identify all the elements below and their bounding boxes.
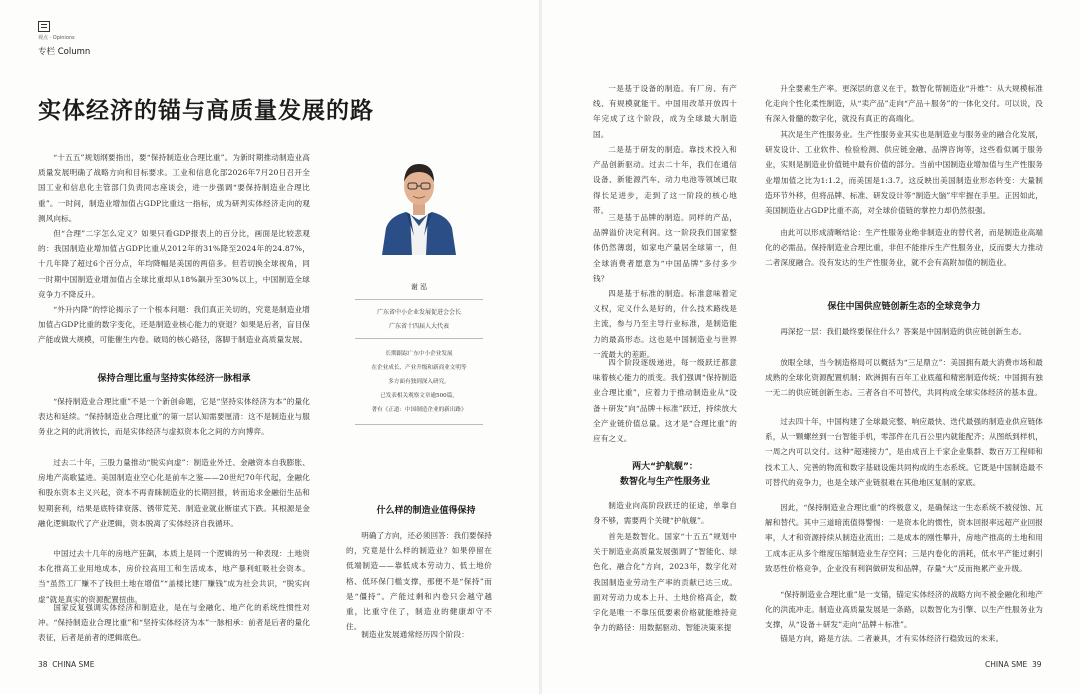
author-divider (355, 424, 483, 425)
paragraph: 升全要素生产率。更深层的意义在于，数智化帮制造业“升维”：从大规模标准化走向个性化柔性制造，从“卖产品”走向“产品＋服务”的一体化交付。可以说，没有深入骨髓的数字化，就没有真正的高端化。 (765, 84, 1043, 124)
paragraph: 国家反复强调实体经济和制造业，是在与金融化、地产化的系统性惯性对冲。“保持制造业合理比重”和“坚持实体经济为本”一脉相承：前者是后者的量化表征，后者是前者的逻辑底色。 (38, 603, 310, 643)
author-photo (380, 150, 458, 255)
paragraph: 明确了方向，还必须回答：我们要保持的，究竟是什么样的制造业？如果停留在低端制造——靠低成本劳动力、低土地价格、低环保门槛支撑，那便不是“保持”而是“僵持”。产能过剩和内卷只会越守越重，比重守住了，制造业的健康却守不住。 (346, 531, 492, 632)
paragraph: 一是基于设备的制造。有厂房、有产线、有规模就能干。中国用改革开放四十年完成了这个阶段，成为全球最大制造国。 (593, 84, 737, 139)
article-title: 实体经济的锚与高质量发展的路 (38, 98, 374, 124)
paragraph: 其次是生产性服务业。生产性服务业其实也是制造业与服务业的融合化发展，研发设计、工业软件、检验检测、供应链金融、品牌咨询等，这些看似属于服务业，实则是制造业价值链中最有价值的部分。当前中国制造业增加值与生产性服务业增加值之比为1:1.2，而美国是1:3.7。这反映出美国制造业形态转变：大量制造环节外移，但将品牌、标准、研发设计等“制造大脑”牢牢握在手里。正因如此，美国制造业占GDP比重不高，对全球价值链的掌控力却仍然很强。 (765, 130, 1043, 216)
column-label: 专栏 Column (38, 47, 91, 57)
section-heading: 什么样的制造业值得保持 (376, 506, 476, 516)
author-name: 谢 泓 (410, 283, 428, 291)
paragraph: 过去二十年，三股力量推动“脱实向虚”：制造业外迁、金融资本自我膨胀、房地产高歌猛进。美国制造业空心化是前车之鉴——20世纪70年代起，金融化和股东资本主义兴起，资本不再青睐制造业的长期回报，转而追求金融衍生品和短期套利，结果是底特律衰落、锈带荒芜、制造业就业断崖式下跌。其根源是金融化逻辑取代了产业逻辑，资本脱离了实体经济自我循环。 (38, 458, 310, 528)
paragraph: 二是基于研发的制造。靠技术投入和产品创新驱动。过去二十年，我们在通信设备、新能源汽车、动力电池等领域已取得长足进步，走到了这一阶段的核心地带。 (593, 145, 737, 215)
author-bio-line: 在企业成长、产业升级和新商业文明等 (371, 365, 467, 371)
author-bio-line: 已发表相关观察文章逾500篇， (380, 393, 458, 399)
author-divider (355, 338, 483, 339)
paragraph: 中国过去十几年的房地产狂飙，本质上是同一个逻辑的另一种表现：土地资本化推高工业用地成本，房价拉高用工和生活成本，地产暴利虹吸社会资本。当“虽然工厂赚不了钱但土地在增值”“盖楼比建厂赚钱”成为社会共识，“脱实向虚”就是真实的资源配置扭曲。 (38, 549, 310, 604)
paragraph: 制造业向高阶段跃迁的征途，单靠自身不够，需要两个关键“护航舰”。 (593, 501, 737, 526)
author-divider (355, 299, 483, 300)
author-bio-line: 著有《正道：中国制造企业的新出路》 (371, 407, 467, 413)
paragraph: “保持制造业合理比重”是一支锚，锚定实体经济的战略方向不被金融化和地产化的洪流冲走。制造业高质量发展是一条路，以数智化为引擎、以生产性服务业为支撑，从“设备＋研发”走向“品牌＋标准”。 (765, 590, 1043, 630)
page-gutter (539, 0, 542, 694)
paragraph: 三是基于品牌的制造。同样的产品，品牌溢价决定利润。这一阶段我们国家整体仍然薄弱，如家电产量居全球第一，但全球消费者愿意为“中国品牌”多付多少钱？ (593, 213, 737, 283)
paragraph: 制造业发展通常经历四个阶段： (361, 630, 469, 639)
section-heading: 数智化与生产性服务业 (619, 477, 710, 487)
paragraph: 但“合理”二字怎么定义？如果只看GDP报表上的百分比，画面是比较悲观的：我国制造业增加值占GDP比重从2012年的31%降至2024年的24.87%，十几年降了超过6个百分点，年均降幅是美国的两倍多。但若切换全球视角，同一时期中国制造业增加值占全球比重却从18%飙升至30%以上，中国制造全球竞争力不降反升。 (38, 229, 310, 299)
page-footer-right: CHINA SME 39 (985, 660, 1042, 669)
paragraph: 放眼全球，当今制造格局可以概括为“三足鼎立”：美国拥有最大消费市场和最成熟的全球化资源配置机制；欧洲拥有百年工业底蕴和精密制造传统；中国拥有独一无二的供应链创新生态。三者各自不可替代，共同构成全球实体经济的基本盘。 (765, 358, 1043, 398)
section-heading: 保持合理比重与坚持实体经济一脉相承 (97, 374, 251, 384)
paragraph: 首先是数智化。国家“十五五”规划中关于制造业高质量发展强调了“智能化、绿色化、融合化”方向，2023年，数字化对我国制造业劳动生产率的贡献已达三成。面对劳动力成本上升、土地价格高企，数字化是唯一不靠压低要素价格就能维持竞争力的路径：用数据驱动、智能决策来提 (593, 532, 737, 633)
paragraph: “保持制造业合理比重”不是一个新创命题，它是“坚持实体经济为本”的量化表达和延续。“保持制造业合理比重”的第一层认知需要厘清：这不是制造业与服务业之间的此消彼长，而是实体经济与虚拟资本化之间的方向博弈。 (38, 397, 310, 437)
paragraph: 四个阶段逐级递进，每一级跃迁都意味着核心能力的质变。我们强调“保持制造业合理比重”，应着力于推动制造业从“设备＋研发”向“品牌＋标准”跃迁，持续放大全产业链价值总量。这才是“合理比重”的应有之义。 (593, 358, 737, 444)
header-logo-icon (38, 21, 50, 32)
paragraph: “外升内降”的悖论揭示了一个根本问题：我们真正关切的，究竟是制造业增加值占GDP比重的数字变化，还是制造业核心能力的衰退？如果是后者，盲目保产能或做大规模，可能催生内卷。破局的核心路径，落脚于制造业高质量发展。 (38, 305, 310, 345)
paragraph: 由此可以形成清晰结论：生产性服务业绝非制造业的替代者，而是制造业高端化的必需品。保持制造业合理比重，非但不能排斥生产性服务业，反而要大力推动二者深度融合。没有发达的生产性服务业，就不会有高附加值的制造业。 (765, 228, 1043, 268)
paragraph: 四是基于标准的制造。标准意味着定义权，定义什么是好的，什么技术路线是主流，参与乃至主导行业标准，是制造能力的最高形态。这也是中国制造业与世界一流最大的差距。 (593, 289, 737, 359)
section-heading: 两大“护航舰”： (632, 462, 698, 472)
author-bio-line: 长期跟踪广东中小企业发展 (385, 351, 453, 357)
author-title: 广东省中小企业发展促进会会长 (376, 309, 461, 316)
paragraph: 再深挖一层：我们最终要保住什么？答案是中国制造的供应链创新生态。 (780, 327, 1027, 336)
section-heading: 保住中国供应链创新生态的全球竞争力 (827, 302, 981, 312)
paragraph: 过去四十年，中国构建了全球最完整、响应最快、迭代最强的制造业供应链体系，从一颗螺丝到一台智能手机，零部件在几百公里内就能配齐；从图纸到样机，一周之内可以交付。这种“超速接力”，是由成百上千家企业集群、数百万工程师和技术工人、完善的物流和数字基础设施共同构成的生态系统。它既是中国制造最不可替代的竞争力，也是全球产业链很难在其他地区复制的家底。 (765, 417, 1043, 487)
author-bio-line: 多方面有独到深入研究。 (388, 379, 450, 385)
section-label: 观点 · Opinions (38, 35, 75, 41)
author-title: 广东省十四届人大代表 (388, 323, 449, 330)
paragraph: 锚是方向，路是方法。二者兼具，才有实体经济行稳致远的未来。 (780, 634, 1004, 643)
paragraph: “十五五”规划纲要指出，要“保持制造业合理比重”。为新时期推动制造业高质量发展明确了战略方向和目标要求。工业和信息化部2026年7月20日召开全国工业和信息化主管部门负责同志座谈会，进一步强调“要保持制造业合理比重”。一时间，制造业增加值占GDP比重这一指标，成为研判实体经济走向的观测风向标。 (38, 153, 310, 223)
paragraph: 因此，“保持制造业合理比重”的终极意义，是确保这一生态系统不被侵蚀、瓦解和替代。其中三道暗流值得警惕：一是资本化的惯性，资本回报率远超产业回报率，人才和资源持续从制造业流出；二是成本的刚性攀升，房地产推高的土地和用工成本正从多个维度压缩制造业生存空间；三是内卷化的消耗，低水平产能过剩引致恶性价格竞争，企业没有利润做研发和品牌，存量“大”反而拖累产业升级。 (765, 503, 1043, 573)
author-portrait-icon (380, 150, 458, 255)
page-footer-left: 38 CHINA SME (38, 660, 95, 669)
